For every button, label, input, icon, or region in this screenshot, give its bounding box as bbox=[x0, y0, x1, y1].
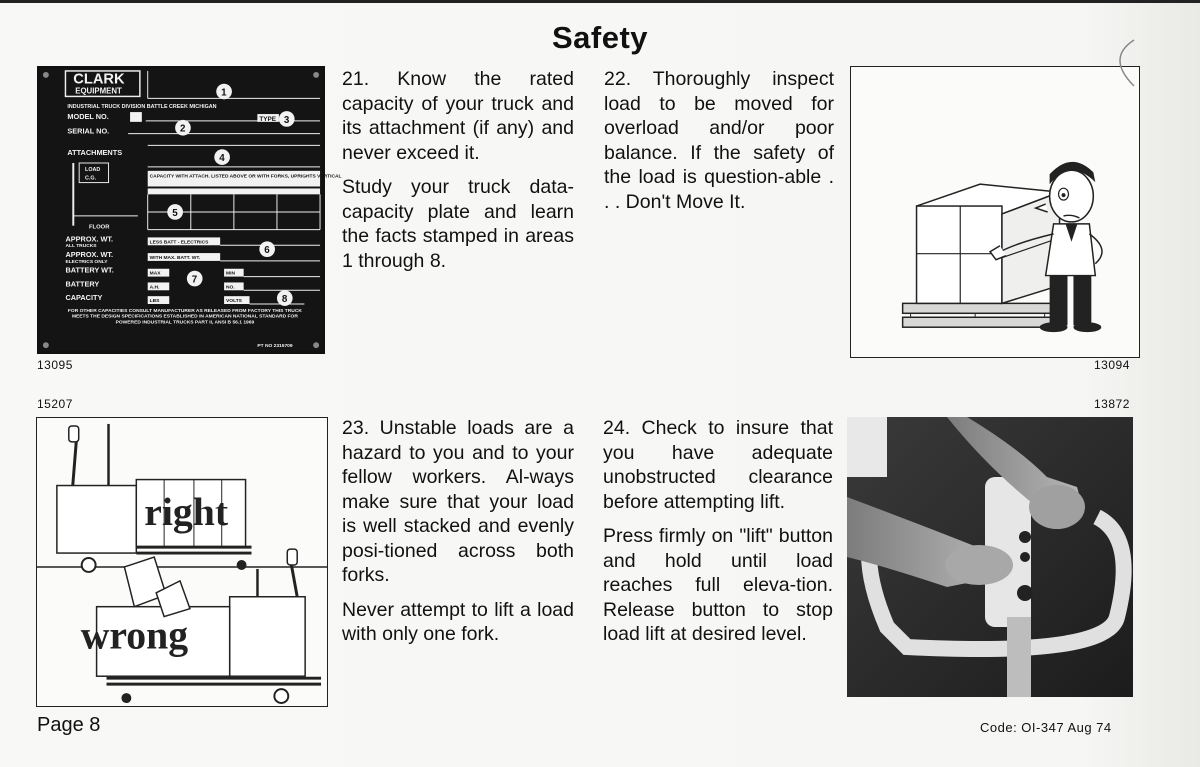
section-21-text: 21. Know the rated capacity of your truck and its attachment (if any) and never exceed it. bbox=[342, 68, 574, 164]
plate-battery-wt: BATTERY WT. bbox=[65, 265, 114, 275]
marker-7-label: 7 bbox=[191, 274, 198, 286]
plate-approx-wt-elec: APPROX. WT. bbox=[65, 250, 114, 259]
section-21-study-text: Study your truck data-capacity plate and learn the facts stamped in areas 1 through 8. bbox=[342, 176, 574, 272]
marker-2-label: 2 bbox=[180, 123, 186, 135]
plate-with-max-batt: WITH MAX. BATT. WT. bbox=[149, 255, 201, 261]
figure-number-plate: 13095 bbox=[37, 358, 73, 372]
plate-floor: FLOOR bbox=[88, 224, 110, 231]
page-curl-decoration bbox=[1104, 38, 1144, 88]
plate-serial: SERIAL NO. bbox=[67, 126, 110, 136]
section-21 bbox=[342, 67, 574, 283]
plate-type: TYPE bbox=[259, 115, 276, 123]
marker-6-label: 6 bbox=[264, 245, 270, 257]
page-title: Safety bbox=[551, 20, 649, 55]
figure-number-photo: 13872 bbox=[1094, 397, 1130, 411]
plate-footer-text: FOR OTHER CAPACITIES CONSULT MANUFACTURER AS RELEASED FROM FACTORY THIS TRUCK MEETS THE DESIGN SPECIFICATIONS ESTABLISHED IN AMERICAN NATIONAL STANDARD FOR POWERED INDUSTRIAL TRUCKS PART II, ANSI B 56.1 1969 bbox=[67, 307, 302, 326]
marker-3-label: 3 bbox=[283, 114, 290, 126]
wrong-label: wrong bbox=[80, 613, 189, 658]
plate-brand: CLARK bbox=[73, 71, 125, 88]
lift-button-photo bbox=[847, 417, 1133, 697]
section-23 bbox=[342, 416, 574, 657]
plate-all-trucks: ALL TRUCKS bbox=[65, 244, 97, 250]
data-capacity-plate bbox=[37, 66, 342, 354]
plate-capacity: CAPACITY bbox=[65, 293, 103, 303]
plate-capacity-note: CAPACITY WITH ATTACH. LISTED ABOVE OR WITH FORKS, UPRIGHTS VERTICAL bbox=[149, 174, 342, 180]
section-23-text: 23. Unstable loads are a hazard to you and to your fellow workers. Al-ways make sure that your load is well stacked and evenly posi-tioned across both forks. bbox=[342, 417, 574, 586]
plate-load: LOAD bbox=[85, 166, 101, 173]
plate-max: MAX bbox=[149, 271, 161, 277]
top-border bbox=[0, 0, 1200, 3]
plate-cg: C.G. bbox=[85, 175, 97, 182]
document-code: Code: OI-347 Aug 74 bbox=[980, 720, 1112, 735]
plate-division: INDUSTRIAL TRUCK DIVISION BATTLE CREEK MICHIGAN bbox=[67, 104, 217, 111]
marker-4-label: 4 bbox=[219, 153, 225, 165]
plate-lbs: LBS bbox=[149, 299, 160, 305]
right-label: right bbox=[144, 490, 229, 535]
section-22-text: 22. Thoroughly inspect load to be moved for overload and/or poor balance. If the safety of the load is question-able . . . Don't Move It. bbox=[604, 68, 834, 213]
plate-min: MIN bbox=[226, 271, 235, 277]
load-stacking-illustration bbox=[36, 417, 328, 707]
section-22 bbox=[604, 67, 834, 224]
plate-approx-wt-all: APPROX. WT. bbox=[65, 234, 114, 244]
marker-5-label: 5 bbox=[172, 207, 178, 219]
plate-electrics-only: ELECTRICS ONLY bbox=[65, 259, 108, 265]
plate-part-no: PT NO 2315709 bbox=[257, 344, 293, 350]
plate-attachments: ATTACHMENTS bbox=[67, 148, 123, 158]
marker-8-label: 8 bbox=[281, 294, 288, 306]
plate-ah: A.H. bbox=[149, 285, 160, 291]
section-24 bbox=[603, 416, 833, 657]
plate-brand-sub: EQUIPMENT bbox=[75, 86, 122, 96]
figure-number-driver: 13094 bbox=[1094, 358, 1130, 372]
page-number: Page 8 bbox=[37, 714, 101, 736]
section-23-fork-text: Never attempt to lift a load with only one fork. bbox=[342, 598, 574, 645]
section-24-lift-text: Press firmly on "lift" button and hold until load reaches full eleva-tion. Release button to stop load lift at desired level. bbox=[603, 525, 833, 645]
plate-battery: BATTERY bbox=[65, 279, 100, 289]
figure-number-loads: 15207 bbox=[37, 397, 73, 411]
plate-model: MODEL NO. bbox=[67, 111, 109, 121]
plate-no: NO. bbox=[226, 285, 235, 291]
section-24-text: 24. Check to insure that you have adequate unobstructed clearance before attempting lift. bbox=[603, 417, 833, 513]
load-inspection-illustration bbox=[850, 66, 1140, 358]
plate-volts: VOLTS bbox=[226, 299, 242, 305]
plate-less-batt: LESS BATT - ELECTRICS bbox=[149, 240, 209, 246]
marker-1-label: 1 bbox=[221, 87, 227, 99]
